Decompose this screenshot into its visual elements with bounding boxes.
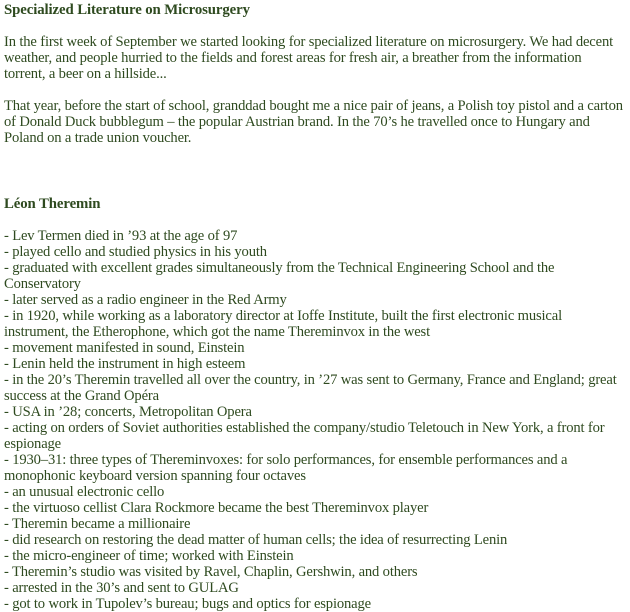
list-item: - an unusual electronic cello: [4, 484, 165, 500]
paragraph-september: In the first week of September we started looking for specialized literature on microsurgery. We had decent weather, and people hurried to the fields and forest areas for fresh air, a breather from the information torrent, a beer on a hillside...: [4, 34, 614, 82]
list-item: - 1930–31: three types of Thereminvoxes: for solo performances, for ensemble performances and a monophonic keyboard version spanning four octaves: [4, 452, 568, 484]
list-item: - graduated with excellent grades simultaneously from the Technical Engineering School and the Conservatory: [4, 260, 555, 292]
list-item: - later served as a radio engineer in the Red Army: [4, 292, 287, 308]
list-item: - Lev Termen died in ’93 at the age of 97: [4, 228, 238, 244]
list-item: - Theremin became a millionaire: [4, 516, 191, 532]
list-item: - did research on restoring the dead matter of human cells; the idea of resurrecting Lenin: [4, 532, 508, 548]
theremin-facts-list: [4, 228, 624, 612]
list-item: - the micro-engineer of time; worked with Einstein: [4, 548, 294, 564]
list-item: - the virtuoso cellist Clara Rockmore became the best Thereminvox player: [4, 500, 429, 516]
paragraph-granddad: That year, before the start of school, granddad bought me a nice pair of jeans, a Polish toy pistol and a carton of Donald Duck bubblegum – the popular Austrian brand. In the 70’s he travelled once to Hungary and Poland on a trade union voucher.: [4, 98, 623, 146]
list-item: - arrested in the 30’s and sent to GULAG: [4, 580, 239, 596]
list-item: - got to work in Tupolev’s bureau; bugs and optics for espionage: [4, 596, 371, 612]
spacer: [4, 18, 624, 34]
list-item: - Theremin’s studio was visited by Ravel, Chaplin, Gershwin, and others: [4, 564, 418, 580]
section-title-microsurgery: Specialized Literature on Microsurgery: [4, 2, 250, 18]
list-item: - in the 20’s Theremin travelled all over the country, in ’27 was sent to Germany, France and England; great success at the Grand Opéra: [4, 372, 617, 404]
list-item: - movement manifested in sound, Einstein: [4, 340, 245, 356]
spacer: [4, 146, 624, 194]
list-item: - in 1920, while working as a laboratory director at Ioffe Institute, built the first electronic musical instrument, the Etherophone, which got the name Thereminvox in the west: [4, 308, 562, 340]
list-item: - played cello and studied physics in his youth: [4, 244, 267, 260]
spacer: [4, 82, 624, 98]
section-title-theremin: Léon Theremin: [4, 196, 101, 212]
document-page: [4, 0, 624, 612]
list-item: - Lenin held the instrument in high esteem: [4, 356, 246, 372]
spacer: [4, 212, 624, 228]
list-item: - USA in ’28; concerts, Metropolitan Opera: [4, 404, 252, 420]
list-item: - acting on orders of Soviet authorities established the company/studio Teletouch in New York, a front for espionage: [4, 420, 605, 452]
